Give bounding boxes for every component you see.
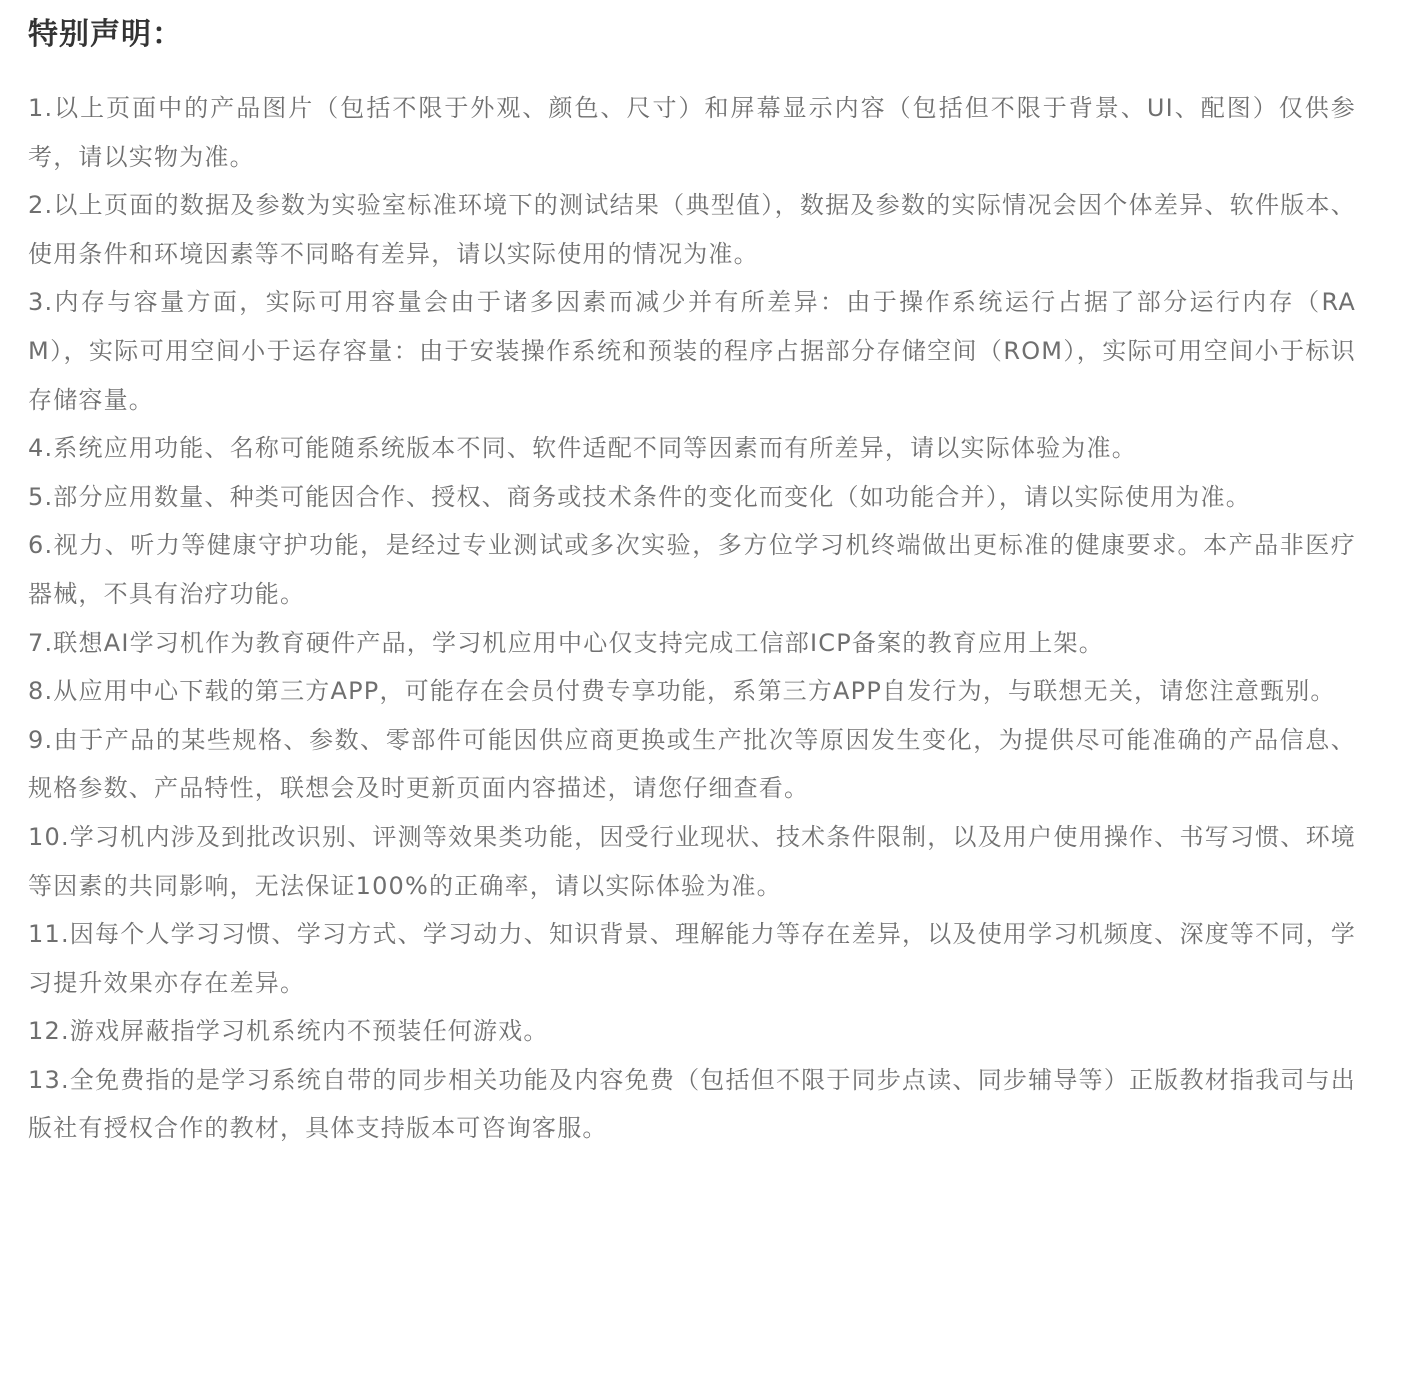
statement-list xyxy=(28,84,1356,1153)
statement-item-12: 12.游戏屏蔽指学习机系统内不预装任何游戏。 xyxy=(28,1017,549,1046)
page-title: 特别声明： xyxy=(28,17,183,52)
statement-item-1: 1.以上页面中的产品图片（包括不限于外观、颜色、尺寸）和屏幕显示内容（包括但不限于背景、UI、配图）仅供参考，请以实物为准。 xyxy=(28,94,1356,171)
statement-item-7: 7.联想AI学习机作为教育硬件产品，学习机应用中心仅支持完成工信部ICP备案的教育应用上架。 xyxy=(28,628,1104,657)
statement-item-9: 9.由于产品的某些规格、参数、零部件可能因供应商更换或生产批次等原因发生变化，为提供尽可能准确的产品信息、规格参数、产品特性，联想会及时更新页面内容描述，请您仔细查看。 xyxy=(28,725,1356,803)
statement-item-6: 6.视力、听力等健康守护功能，是经过专业测试或多次实验，多方位学习机终端做出更标准的健康要求。本产品非医疗器械，不具有治疗功能。 xyxy=(28,531,1356,608)
statement-item-4: 4.系统应用功能、名称可能随系统版本不同、软件适配不同等因素而有所差异，请以实际体验为准。 xyxy=(28,434,1137,463)
statement-item-13: 13.全免费指的是学习系统自带的同步相关功能及内容免费（包括但不限于同步点读、同步辅导等）正版教材指我司与出版社有授权合作的教材，具体支持版本可咨询客服。 xyxy=(28,1065,1356,1143)
statement-item-10: 10.学习机内涉及到批改识别、评测等效果类功能，因受行业现状、技术条件限制，以及用户使用操作、书写习惯、环境等因素的共同影响，无法保证100%的正确率，请以实际体验为准。 xyxy=(28,822,1356,900)
statement-item-3: 3.内存与容量方面，实际可用容量会由于诸多因素而减少并有所差异：由于操作系统运行占据了部分运行内存（RAM），实际可用空间小于运存容量：由于安装操作系统和预装的程序占据部分存储空间（ROM），实际可用空间小于标识存储容量。 xyxy=(28,288,1356,414)
special-statement xyxy=(28,14,1356,1153)
statement-item-8: 8.从应用中心下载的第三方APP，可能存在会员付费专享功能，系第三方APP自发行为，与联想无关，请您注意甄别。 xyxy=(28,677,1336,706)
statement-item-11: 11.因每个人学习习惯、学习方式、学习动力、知识背景、理解能力等存在差异，以及使用学习机频度、深度等不同，学习提升效果亦存在差异。 xyxy=(28,920,1356,997)
statement-item-2: 2.以上页面的数据及参数为实验室标准环境下的测试结果（典型值），数据及参数的实际情况会因个体差异、软件版本、使用条件和环境因素等不同略有差异，请以实际使用的情况为准。 xyxy=(28,191,1356,268)
statement-item-5: 5.部分应用数量、种类可能因合作、授权、商务或技术条件的变化而变化（如功能合并），请以实际使用为准。 xyxy=(28,482,1251,511)
